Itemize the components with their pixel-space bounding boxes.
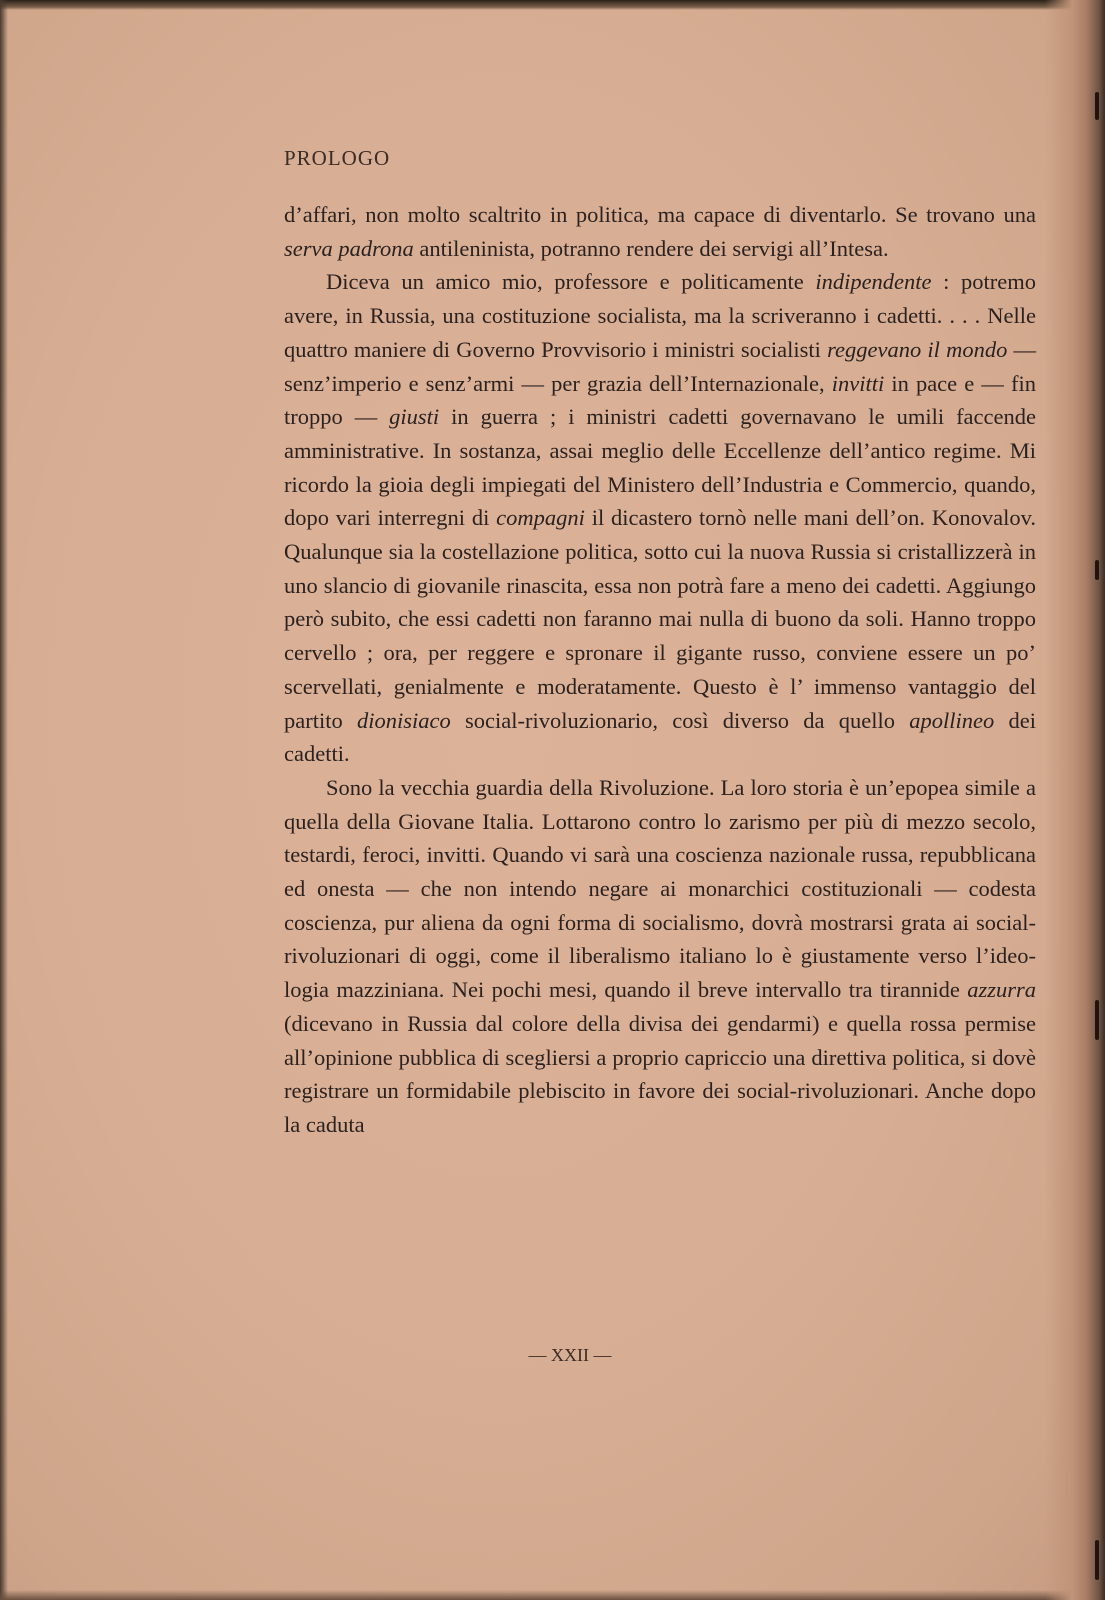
text-run: social-rivoluzionario, così diverso da quello bbox=[450, 707, 910, 733]
body-text bbox=[284, 198, 1036, 1142]
italic-phrase: indipendente bbox=[815, 269, 932, 295]
text-run: in pace e — fin troppo — bbox=[284, 370, 1036, 430]
text-run: : potremo avere, in Russia, una costituzione socialista, ma la scriveranno i cadetti. . . . Nelle quattro maniere di Governo Provvisorio i ministri socialisti bbox=[284, 269, 1037, 362]
page-gutter-shadow bbox=[1045, 0, 1105, 1600]
page-left-edge bbox=[0, 0, 8, 1600]
text-run: (dicevano in Russia dal colore della divisa dei gendarmi) e quella rossa permise all’opinione pubblica di scegliersi a proprio capriccio una direttiva politica, si dovè registrare un formidabile plebiscito in favore dei social-rivoluzionari. Anche dopo la caduta bbox=[284, 1010, 1036, 1137]
running-header: PROLOGO bbox=[284, 146, 391, 170]
italic-phrase: compagni bbox=[496, 505, 585, 531]
italic-phrase: invitti bbox=[831, 370, 885, 396]
italic-phrase: azzurra bbox=[967, 977, 1036, 1003]
text-run: Diceva un amico mio, professore e politicamente bbox=[326, 269, 816, 295]
binding-mark bbox=[1095, 1000, 1099, 1040]
binding-mark bbox=[1095, 560, 1099, 580]
text-run: in guerra ; i ministri cadetti governavano le umili faccende amministrative. In sostanza, assai meglio delle Eccellenze dell’antico regime. Mi ricordo la gioia degli impiegati del Ministero dell’Industria e Commercio, quando, dopo vari interregni di bbox=[284, 404, 1036, 531]
page-bottom-edge bbox=[0, 1590, 1105, 1600]
italic-phrase: reggevano il mondo bbox=[827, 336, 1008, 362]
italic-phrase: giusti bbox=[389, 404, 440, 430]
paragraph bbox=[284, 198, 1036, 265]
paragraph bbox=[284, 771, 1036, 1142]
italic-phrase: dionisiaco bbox=[356, 707, 451, 733]
binding-mark bbox=[1095, 92, 1099, 120]
text-run: dei cadetti. bbox=[284, 707, 1036, 767]
binding-mark bbox=[1095, 1540, 1099, 1580]
page-number: — XXII — bbox=[528, 1345, 612, 1365]
text-run: — senz’imperio e senz’armi — per grazia dell’Internazionale, bbox=[284, 336, 1037, 396]
text-run: d’affari, non molto scaltrito in politica, ma capace di diventarlo. Se trovano una bbox=[284, 202, 1036, 227]
text-run: Sono la vecchia guardia della Rivoluzione. La loro storia è un’epopea simile a quella della Giovane Italia. Lottarono contro lo zarismo per più di mezzo secolo, testardi, feroci, invitti. Quando vi sarà una coscienza nazionale russa, repubblicana ed onesta — che non intendo negare ai monarchici costituzionali — codesta coscienza, pur aliena da ogni forma di socialismo, dovrà mostrarsi grata ai social-rivoluzionari di oggi, come il liberalismo italiano lo è giustamente verso l’ideologia mazziniana. Nei pochi mesi, quando il breve intervallo tra tirannide bbox=[284, 774, 1036, 1003]
text-run: il dicastero tornò nelle mani dell’on. Konovalov. Qualunque sia la costellazione politica, sotto cui la nuova Russia si cristallizzerà in uno slancio di giovanile rinascita, essa non potrà fare a meno dei cadetti. Aggiungo però subito, che essi cadetti non faranno mai nulla di buono da soli. Hanno troppo cervello ; ora, per reggere e spronare il gigante russo, conviene essere un po’ scervellati, genialmente e moderatamente. Questo è l’ immenso vantaggio del partito bbox=[284, 505, 1036, 733]
page-top-edge bbox=[0, 0, 1105, 10]
italic-phrase: apollineo bbox=[909, 707, 995, 733]
paragraph bbox=[284, 265, 1036, 771]
italic-phrase: serva padrona bbox=[284, 235, 414, 261]
text-run: antileninista, potranno rendere dei servigi all’Intesa. bbox=[413, 235, 889, 261]
